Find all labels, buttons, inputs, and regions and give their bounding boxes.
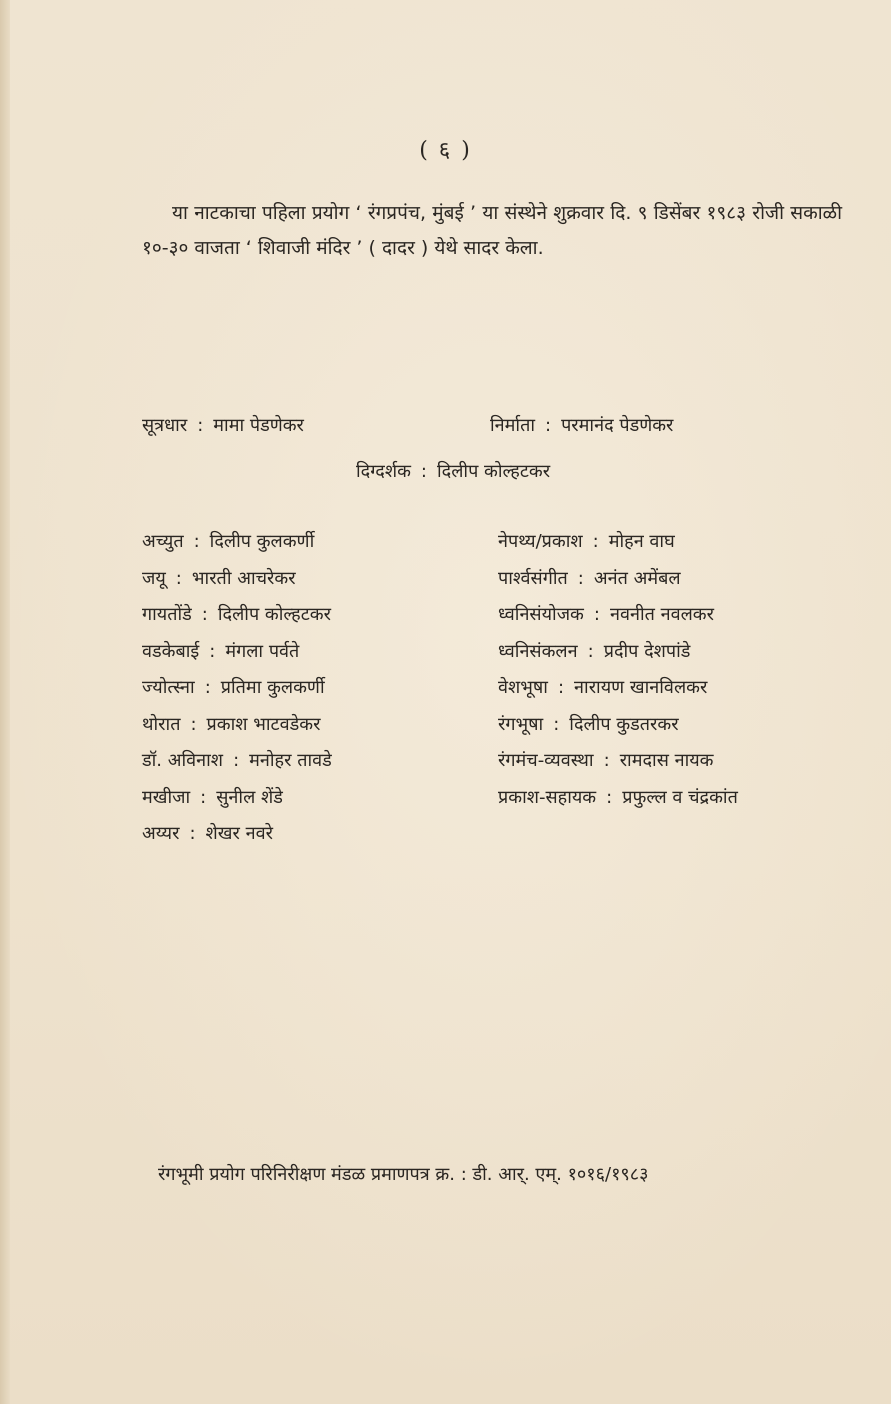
colon-separator: : (233, 750, 240, 771)
crew-item (498, 524, 738, 561)
cast-role: थोरात (142, 713, 181, 735)
crew-item (498, 561, 738, 598)
censor-certificate-line: रंगभूमी प्रयोग परिनिरीक्षण मंडळ प्रमाणपत्र क्र. : डी. आर्. एम्. १०१६/१९८३ (158, 1164, 649, 1185)
cast-item (142, 707, 332, 744)
colon-separator: : (190, 713, 197, 735)
credit-name: परमानंद पेडणेकर (561, 415, 674, 436)
cast-name: सुनील शेंडे (216, 786, 283, 808)
crew-role: वेशभूषा (498, 677, 548, 698)
colon-separator: : (200, 786, 207, 808)
crew-item (498, 670, 738, 707)
cast-name: भारती आचरेकर (191, 567, 296, 589)
colon-separator: : (603, 750, 610, 771)
crew-name: दिलीप कुडतरकर (569, 713, 679, 735)
crew-name: प्रदीप देशपांडे (603, 640, 691, 662)
cast-role: वडकेबाई (142, 640, 200, 662)
page-spine-edge (0, 0, 10, 1404)
cast-name: दिलीप कोल्हटकर (217, 604, 331, 625)
cast-item (142, 561, 332, 598)
colon-separator: : (557, 677, 565, 698)
credit-director (356, 459, 550, 483)
colon-separator: : (592, 531, 599, 552)
crew-role: पार्श्वसंगीत (498, 567, 568, 589)
colon-separator: : (209, 640, 216, 662)
crew-list (498, 524, 738, 816)
cast-role: डॉ. अविनाश (142, 750, 224, 771)
crew-name: प्रफुल्ल व चंद्रकांत (622, 786, 738, 808)
crew-name: नवनीत नवलकर (609, 604, 714, 625)
first-performance-paragraph: या नाटकाचा पहिला प्रयोग ‘ रंगप्रपंच, मुंबई ’ या संस्थेने शुक्रवार दि. ९ डिसेंबर १९८३ रोजी सकाळी १०-३० वाजता ‘ शिवाजी मंदिर ’ ( दादर ) येथे सादर केला. (142, 202, 842, 259)
crew-item (498, 597, 738, 634)
crew-role: रंगमंच-व्यवस्था (498, 750, 594, 771)
credit-name: दिलीप कोल्हटकर (436, 461, 551, 482)
page-number: ( ६ ) (419, 138, 472, 163)
crew-name: रामदास नायक (619, 750, 714, 771)
colon-separator: : (175, 567, 182, 589)
cast-role: अय्यर (142, 823, 180, 844)
colon-separator: : (553, 713, 560, 735)
crew-role: रंगभूषा (498, 713, 544, 735)
colon-separator: : (606, 786, 613, 808)
cast-role: गायतोंडे (142, 604, 192, 625)
cast-item (142, 670, 332, 707)
colon-separator: : (193, 531, 200, 552)
cast-role: अच्युत (142, 531, 184, 552)
crew-name: मोहन वाघ (608, 531, 675, 552)
colon-separator: : (593, 604, 600, 625)
cast-name: प्रकाश भाटवडेकर (206, 713, 321, 735)
cast-name: शेखर नवरे (205, 823, 273, 844)
cast-item (142, 524, 332, 561)
cast-name: मंगला पर्वते (225, 640, 300, 662)
crew-role: ध्वनिसंयोजक (498, 604, 584, 625)
cast-name: दिलीप कुलकर्णी (209, 531, 315, 552)
colon-separator: : (204, 677, 211, 698)
crew-item (498, 634, 738, 671)
cast-item (142, 743, 332, 780)
cast-role: ज्योत्स्ना (142, 677, 195, 698)
crew-role: प्रकाश-सहायक (498, 786, 597, 808)
cast-item (142, 597, 332, 634)
credit-role: दिग्दर्शक (356, 461, 411, 482)
crew-role: ध्वनिसंकलन (498, 640, 578, 662)
colon-separator: : (577, 567, 584, 589)
cast-name: प्रतिमा कुलकर्णी (220, 677, 325, 698)
cast-role: मखीजा (142, 786, 191, 808)
colon-separator: : (420, 461, 427, 482)
colon-separator: : (587, 640, 594, 662)
credit-nirmata (490, 413, 673, 437)
crew-role: नेपथ्य/प्रकाश (498, 531, 583, 552)
cast-name: मनोहर तावडे (249, 750, 332, 771)
cast-list (142, 524, 332, 853)
crew-item (498, 743, 738, 780)
cast-item (142, 634, 332, 671)
cast-role: जयू (142, 567, 166, 589)
crew-item (498, 707, 738, 744)
credit-name: मामा पेडणेकर (213, 415, 304, 436)
colon-separator: : (545, 415, 552, 436)
colon-separator: : (197, 415, 204, 436)
crew-name: नारायण खानविलकर (574, 677, 708, 698)
colon-separator: : (189, 823, 196, 844)
credit-role: सूत्रधार (142, 415, 188, 436)
crew-item (498, 780, 738, 817)
cast-item (142, 816, 332, 853)
colon-separator: : (201, 604, 208, 625)
credit-role: निर्माता (490, 415, 535, 436)
cast-item (142, 780, 332, 817)
credit-sutradhar (142, 413, 304, 437)
crew-name: अनंत अमेंबल (593, 567, 681, 589)
